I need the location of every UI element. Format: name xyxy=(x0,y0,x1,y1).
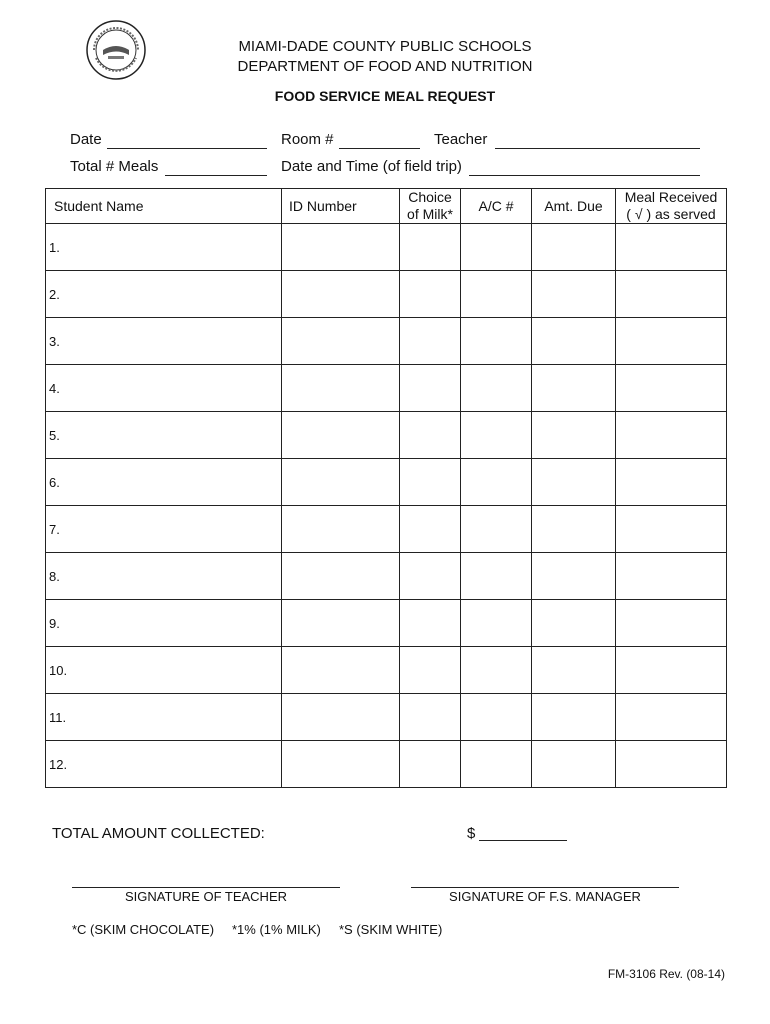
manager-signature-label: SIGNATURE OF F.S. MANAGER xyxy=(449,889,641,904)
row-number: 10. xyxy=(49,662,68,678)
total-collected-label: TOTAL AMOUNT COLLECTED: xyxy=(52,825,265,842)
meal-received-line1: Meal Received xyxy=(624,189,718,205)
teacher-signature-label: SIGNATURE OF TEACHER xyxy=(124,889,288,904)
currency-symbol: $ xyxy=(467,825,476,842)
row-number: 9. xyxy=(49,615,60,631)
amount-due-cell[interactable] xyxy=(532,694,616,741)
meal-request-table xyxy=(45,188,727,788)
amount-due-cell[interactable] xyxy=(532,553,616,600)
ac-number-cell[interactable] xyxy=(461,224,532,271)
table-header-row xyxy=(46,189,727,224)
amount-due-cell[interactable] xyxy=(532,318,616,365)
amount-due-cell[interactable] xyxy=(532,600,616,647)
field-trip-datetime-label: Date and Time (of field trip) xyxy=(281,158,462,175)
id-number-cell[interactable] xyxy=(282,459,400,506)
student-name-header: Student Name xyxy=(46,189,282,224)
milk-choice-cell[interactable] xyxy=(400,741,461,788)
row-number: 4. xyxy=(49,380,60,396)
amount-due-cell[interactable] xyxy=(532,412,616,459)
department-name: DEPARTMENT OF FOOD AND NUTRITION xyxy=(237,58,533,75)
meal-received-cell[interactable] xyxy=(616,459,727,506)
teacher-signature-line[interactable] xyxy=(72,887,340,888)
id-number-cell[interactable] xyxy=(282,224,400,271)
meal-received-cell[interactable] xyxy=(616,600,727,647)
student-name-cell[interactable] xyxy=(46,741,282,788)
row-number: 5. xyxy=(49,427,60,443)
amount-due-cell[interactable] xyxy=(532,506,616,553)
student-name-cell[interactable] xyxy=(46,459,282,506)
meal-received-cell[interactable] xyxy=(616,553,727,600)
ac-number-cell[interactable] xyxy=(461,553,532,600)
amount-due-header: Amt. Due xyxy=(532,189,616,224)
row-number: 8. xyxy=(49,568,60,584)
meal-received-header xyxy=(616,189,727,224)
date-label: Date xyxy=(70,131,102,148)
milk-choice-cell[interactable] xyxy=(400,553,461,600)
date-field[interactable] xyxy=(107,148,267,149)
ac-number-cell[interactable] xyxy=(461,365,532,412)
id-number-cell[interactable] xyxy=(282,318,400,365)
table-row xyxy=(46,271,727,318)
id-number-cell[interactable] xyxy=(282,741,400,788)
milk-choice-cell[interactable] xyxy=(400,318,461,365)
meal-received-cell[interactable] xyxy=(616,318,727,365)
choice-of-milk-line1: Choice xyxy=(408,189,452,205)
table-row xyxy=(46,459,727,506)
meal-received-cell[interactable] xyxy=(616,741,727,788)
row-number: 3. xyxy=(49,333,60,349)
milk-legend-chocolate: *C (SKIM CHOCOLATE) xyxy=(72,922,215,937)
row-number: 7. xyxy=(49,521,60,537)
table-row xyxy=(46,412,727,459)
id-number-cell[interactable] xyxy=(282,506,400,553)
form-title: FOOD SERVICE MEAL REQUEST xyxy=(274,88,496,104)
amount-due-cell[interactable] xyxy=(532,741,616,788)
id-number-cell[interactable] xyxy=(282,694,400,741)
room-field[interactable] xyxy=(339,148,420,149)
checkmark-icon: √ xyxy=(634,206,643,222)
ac-number-cell[interactable] xyxy=(461,412,532,459)
student-name-cell[interactable] xyxy=(46,412,282,459)
amount-due-cell[interactable] xyxy=(532,365,616,412)
amount-due-cell[interactable] xyxy=(532,459,616,506)
student-name-cell[interactable] xyxy=(46,506,282,553)
id-number-cell[interactable] xyxy=(282,271,400,318)
choice-of-milk-header xyxy=(400,189,461,224)
table-row xyxy=(46,647,727,694)
milk-legend-skim-white: *S (SKIM WHITE) xyxy=(339,922,443,937)
meal-received-cell[interactable] xyxy=(616,506,727,553)
table-row xyxy=(46,224,727,271)
ac-number-cell[interactable] xyxy=(461,318,532,365)
district-name: MIAMI-DADE COUNTY PUBLIC SCHOOLS xyxy=(238,38,532,55)
row-number: 2. xyxy=(49,286,60,302)
row-number: 11. xyxy=(49,709,67,725)
student-name-cell[interactable] xyxy=(46,271,282,318)
meal-received-cell[interactable] xyxy=(616,647,727,694)
ac-number-header: A/C # xyxy=(461,189,532,224)
total-meals-field[interactable] xyxy=(165,175,267,176)
table-row xyxy=(46,694,727,741)
table-row xyxy=(46,318,727,365)
meal-received-cell[interactable] xyxy=(616,694,727,741)
row-number: 1. xyxy=(49,239,60,255)
meal-received-cell[interactable] xyxy=(616,224,727,271)
teacher-field[interactable] xyxy=(495,148,700,149)
milk-choice-cell[interactable] xyxy=(400,506,461,553)
milk-choice-cell[interactable] xyxy=(400,459,461,506)
milk-choice-cell[interactable] xyxy=(400,647,461,694)
milk-choice-cell[interactable] xyxy=(400,271,461,318)
student-name-cell[interactable] xyxy=(46,600,282,647)
field-trip-datetime-field[interactable] xyxy=(469,175,700,176)
id-number-cell[interactable] xyxy=(282,412,400,459)
choice-of-milk-line2: of Milk* xyxy=(407,206,453,222)
id-number-cell[interactable] xyxy=(282,365,400,412)
row-number: 6. xyxy=(49,474,60,490)
row-number: 12. xyxy=(49,756,68,772)
student-name-cell[interactable] xyxy=(46,365,282,412)
table-row xyxy=(46,600,727,647)
teacher-label: Teacher xyxy=(434,131,488,148)
total-amount-field[interactable] xyxy=(479,840,567,841)
milk-choice-cell[interactable] xyxy=(400,365,461,412)
student-name-cell[interactable] xyxy=(46,694,282,741)
milk-choice-cell[interactable] xyxy=(400,600,461,647)
table-row xyxy=(46,506,727,553)
id-number-header: ID Number xyxy=(282,189,400,224)
amount-due-cell[interactable] xyxy=(532,224,616,271)
ac-number-cell[interactable] xyxy=(461,506,532,553)
ac-number-cell[interactable] xyxy=(461,271,532,318)
milk-choice-cell[interactable] xyxy=(400,224,461,271)
meal-received-cell[interactable] xyxy=(616,365,727,412)
milk-legend-one-percent: *1% (1% MILK) xyxy=(232,922,321,937)
amount-due-cell[interactable] xyxy=(532,271,616,318)
student-name-cell[interactable] xyxy=(46,647,282,694)
ac-number-cell[interactable] xyxy=(461,459,532,506)
milk-choice-cell[interactable] xyxy=(400,694,461,741)
ac-number-cell[interactable] xyxy=(461,694,532,741)
ac-number-cell[interactable] xyxy=(461,741,532,788)
milk-choice-cell[interactable] xyxy=(400,412,461,459)
form-revision-id: FM-3106 Rev. (08-14) xyxy=(607,967,725,981)
table-row xyxy=(46,365,727,412)
meal-received-line2: ) as served xyxy=(646,206,716,222)
student-name-cell[interactable] xyxy=(46,553,282,600)
meal-received-cell[interactable] xyxy=(616,271,727,318)
meal-received-cell[interactable] xyxy=(616,412,727,459)
ac-number-cell[interactable] xyxy=(461,600,532,647)
manager-signature-line[interactable] xyxy=(411,887,679,888)
id-number-cell[interactable] xyxy=(282,647,400,694)
table-row xyxy=(46,553,727,600)
room-label: Room # xyxy=(281,131,334,148)
amount-due-cell[interactable] xyxy=(532,647,616,694)
student-name-cell[interactable] xyxy=(46,318,282,365)
id-number-cell[interactable] xyxy=(282,553,400,600)
id-number-cell[interactable] xyxy=(282,600,400,647)
meal-received-paren: ( xyxy=(626,206,631,222)
ac-number-cell[interactable] xyxy=(461,647,532,694)
total-meals-label: Total # Meals xyxy=(70,158,159,175)
student-name-cell[interactable] xyxy=(46,224,282,271)
table-row xyxy=(46,741,727,788)
